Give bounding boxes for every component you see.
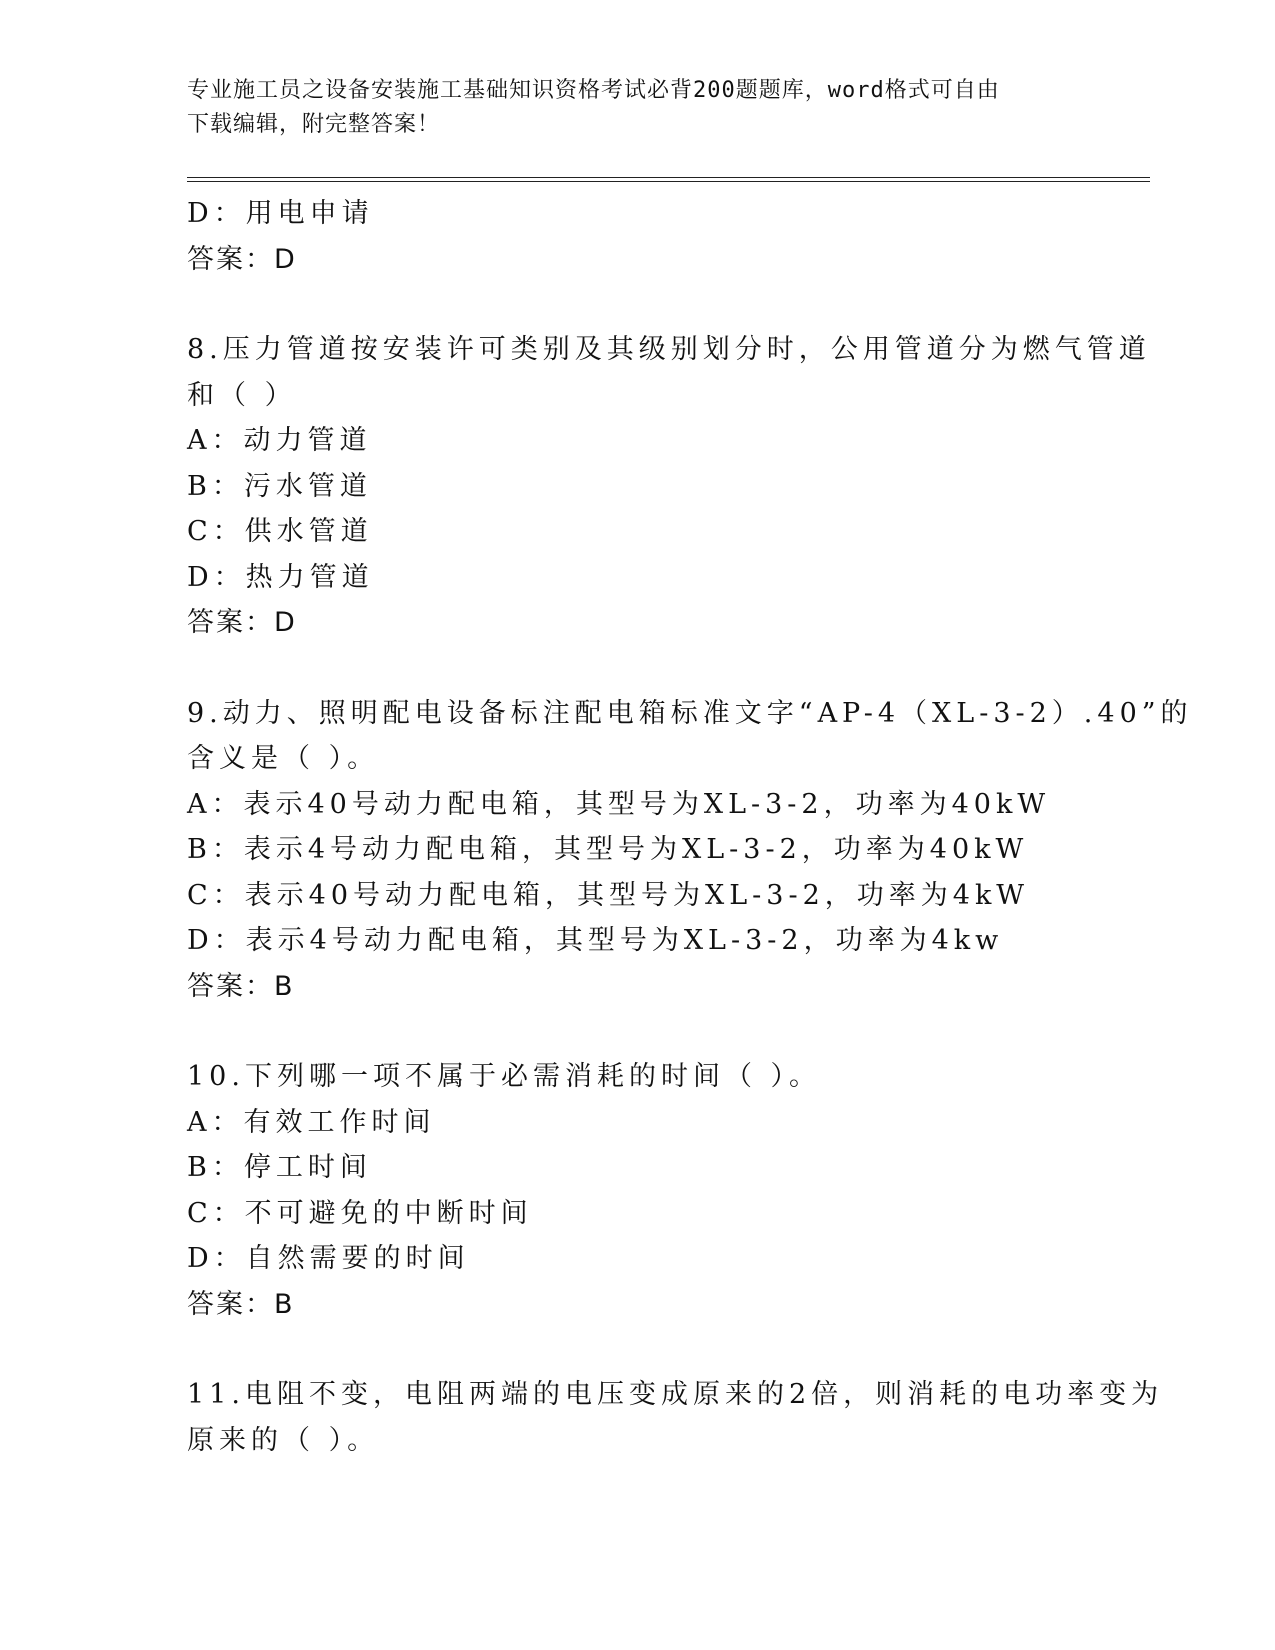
spacer [187, 646, 1087, 691]
option-d: D：用电申请 [187, 198, 374, 229]
option-a: A：表示40号动力配电箱，其型号为XL-3-2，功率为40kW [187, 788, 1051, 820]
option-a: A：有效工作时间 [187, 1106, 436, 1138]
option-a: A：动力管道 [187, 425, 372, 456]
answer-line: 答案：B [187, 1288, 295, 1320]
header-divider-bottom [187, 181, 1150, 182]
header-line-1: 专业施工员之设备安装施工基础知识资格考试必背200题题库，word格式可自由 [187, 78, 1000, 103]
question-stem: 10.下列哪一项不属于必需消耗的时间（ ）。 [187, 1061, 822, 1092]
option-c: C：不可避免的中断时间 [187, 1197, 533, 1229]
answer-line: 答案：B [187, 970, 295, 1002]
option-b: B：表示4号动力配电箱，其型号为XL-3-2，功率为40kW [187, 834, 1029, 865]
question-8 [187, 327, 1151, 646]
question-stem: 11.电阻不变，电阻两端的电压变成原来的2倍，则消耗的电功率变为 [187, 1379, 1164, 1410]
question-stem: 8.压力管道按安装许可类别及其级别划分时，公用管道分为燃气管道 [187, 334, 1151, 365]
answer-line: 答案：D [187, 607, 297, 638]
document-body [187, 191, 1193, 1463]
answer-line: 答案：D [187, 243, 297, 275]
option-d: D：表示4号动力配电箱，其型号为XL-3-2，功率为4kw [187, 925, 1004, 956]
spacer [187, 1009, 1087, 1054]
question-11 [187, 1372, 1164, 1463]
option-b: B：污水管道 [187, 470, 372, 502]
question-10 [187, 1054, 1087, 1327]
option-b: B：停工时间 [187, 1152, 372, 1183]
question-stem-continued: 原来的（ ）。 [187, 1424, 380, 1456]
question-stem-continued: 含义是（ ）。 [187, 743, 380, 774]
previous-question-tail [187, 191, 1087, 282]
option-c: C：供水管道 [187, 516, 373, 547]
spacer [187, 282, 1087, 327]
question-stem-continued: 和（ ） [187, 379, 297, 411]
option-c: C：表示40号动力配电箱，其型号为XL-3-2，功率为4kW [187, 879, 1030, 911]
document-header [187, 74, 1087, 142]
option-d: D：自然需要的时间 [187, 1243, 470, 1274]
spacer [187, 1327, 1087, 1372]
question-stem: 9.动力、照明配电设备标注配电箱标准文字“AP-4（XL-3-2）.40”的 [187, 697, 1193, 729]
header-divider-top [187, 177, 1150, 178]
question-9 [187, 691, 1193, 1010]
option-d: D：热力管道 [187, 561, 374, 593]
header-line-2: 下载编辑，附完整答案！ [187, 112, 441, 137]
